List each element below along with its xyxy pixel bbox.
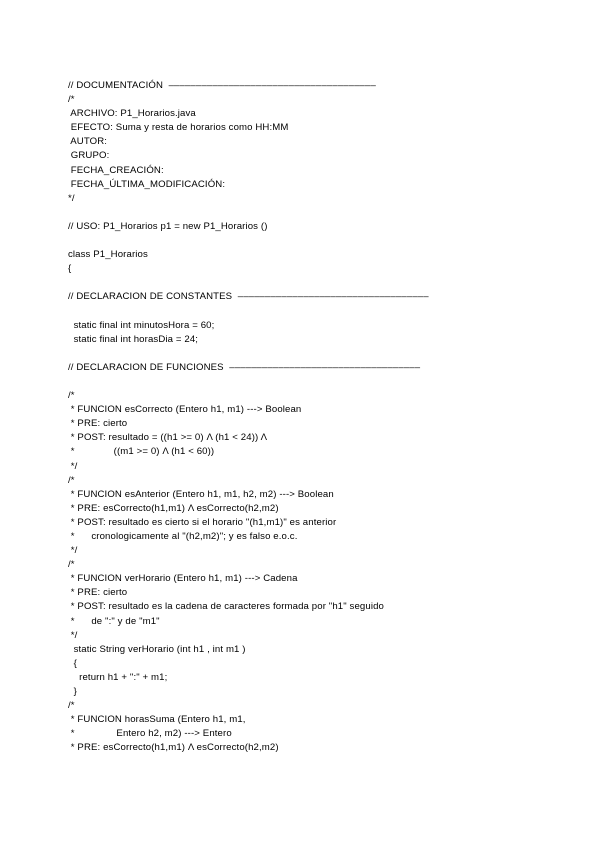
code-line: AUTOR: bbox=[68, 136, 108, 148]
code-line-blank bbox=[68, 347, 568, 361]
code-line: * FUNCION esCorrecto (Entero h1, m1) ---> Boolean bbox=[68, 404, 302, 416]
code-line: * POST: resultado = ((h1 >= 0) Λ (h1 < 24)) Λ bbox=[68, 432, 268, 444]
code-line: GRUPO: bbox=[68, 150, 110, 162]
code-line: * PRE: cierto bbox=[68, 418, 128, 430]
code-line: static final int horasDia = 24; bbox=[68, 333, 199, 345]
code-line: } bbox=[68, 686, 77, 698]
code-line: * POST: resultado es cierto si el horario "(h1,m1)" es anterior bbox=[68, 516, 337, 528]
code-line: /* bbox=[68, 474, 75, 486]
code-line-blank bbox=[68, 206, 568, 220]
code-line: // USO: P1_Horarios p1 = new P1_Horarios () bbox=[68, 220, 268, 232]
code-line: * FUNCION horasSuma (Entero h1, m1, bbox=[68, 714, 246, 726]
code-line: { bbox=[68, 657, 77, 669]
code-line: /* bbox=[68, 390, 75, 402]
code-line: * cronologicamente al "(h2,m2)"; y es falso e.o.c. bbox=[68, 531, 298, 542]
code-line-blank bbox=[68, 305, 568, 319]
code-line: * ((m1 >= 0) Λ (h1 < 60)) bbox=[68, 446, 215, 458]
code-line: * PRE: esCorrecto(h1,m1) Λ esCorrecto(h2,m2) bbox=[68, 742, 279, 754]
code-line: FECHA_ÚLTIMA_MODIFICACIÓN: bbox=[68, 178, 226, 190]
code-line: /* bbox=[68, 559, 75, 571]
code-line-blank bbox=[68, 375, 568, 389]
code-line: /* bbox=[68, 94, 75, 106]
code-line: EFECTO: Suma y resta de horarios como HH:MM bbox=[68, 122, 289, 134]
code-line: /* bbox=[68, 700, 75, 712]
code-line: */ bbox=[68, 192, 75, 204]
code-line: */ bbox=[68, 629, 78, 641]
code-line: * FUNCION verHorario (Entero h1, m1) ---> Cadena bbox=[68, 573, 298, 585]
code-line: // DOCUMENTACIÓN –––––––––––––––––––––––––––––––––––––– bbox=[68, 80, 376, 91]
code-line: static String verHorario (int h1 , int m1 ) bbox=[68, 643, 246, 655]
code-line: { bbox=[68, 263, 72, 275]
code-line: ARCHIVO: P1_Horarios.java bbox=[68, 108, 196, 120]
code-line: static final int minutosHora = 60; bbox=[68, 319, 215, 331]
code-line: // DECLARACION DE FUNCIONES ––––––––––––––––––––––––––––––––––– bbox=[68, 361, 421, 373]
code-line: // DECLARACION DE CONSTANTES ––––––––––––––––––––––––––––––––––– bbox=[68, 291, 429, 303]
code-line-blank bbox=[68, 276, 568, 290]
code-line: * PRE: esCorrecto(h1,m1) Λ esCorrecto(h2,m2) bbox=[68, 502, 279, 514]
code-line: return h1 + ":" + m1; bbox=[68, 671, 168, 683]
code-line: * Entero h2, m2) ---> Entero bbox=[68, 728, 232, 740]
code-line: * PRE: cierto bbox=[68, 587, 128, 599]
code-line: * de ":" y de "m1" bbox=[68, 615, 160, 627]
code-line: * FUNCION esAnterior (Entero h1, m1, h2, m2) ---> Boolean bbox=[68, 488, 334, 500]
code-line-blank bbox=[68, 234, 568, 248]
code-line: class P1_Horarios bbox=[68, 249, 148, 261]
code-line: */ bbox=[68, 460, 78, 472]
code-line: * POST: resultado es la cadena de caracteres formada por "h1" seguido bbox=[68, 601, 384, 613]
code-line: */ bbox=[68, 545, 78, 557]
source-code-listing bbox=[68, 79, 568, 756]
code-line: FECHA_CREACIÓN: bbox=[68, 164, 164, 176]
